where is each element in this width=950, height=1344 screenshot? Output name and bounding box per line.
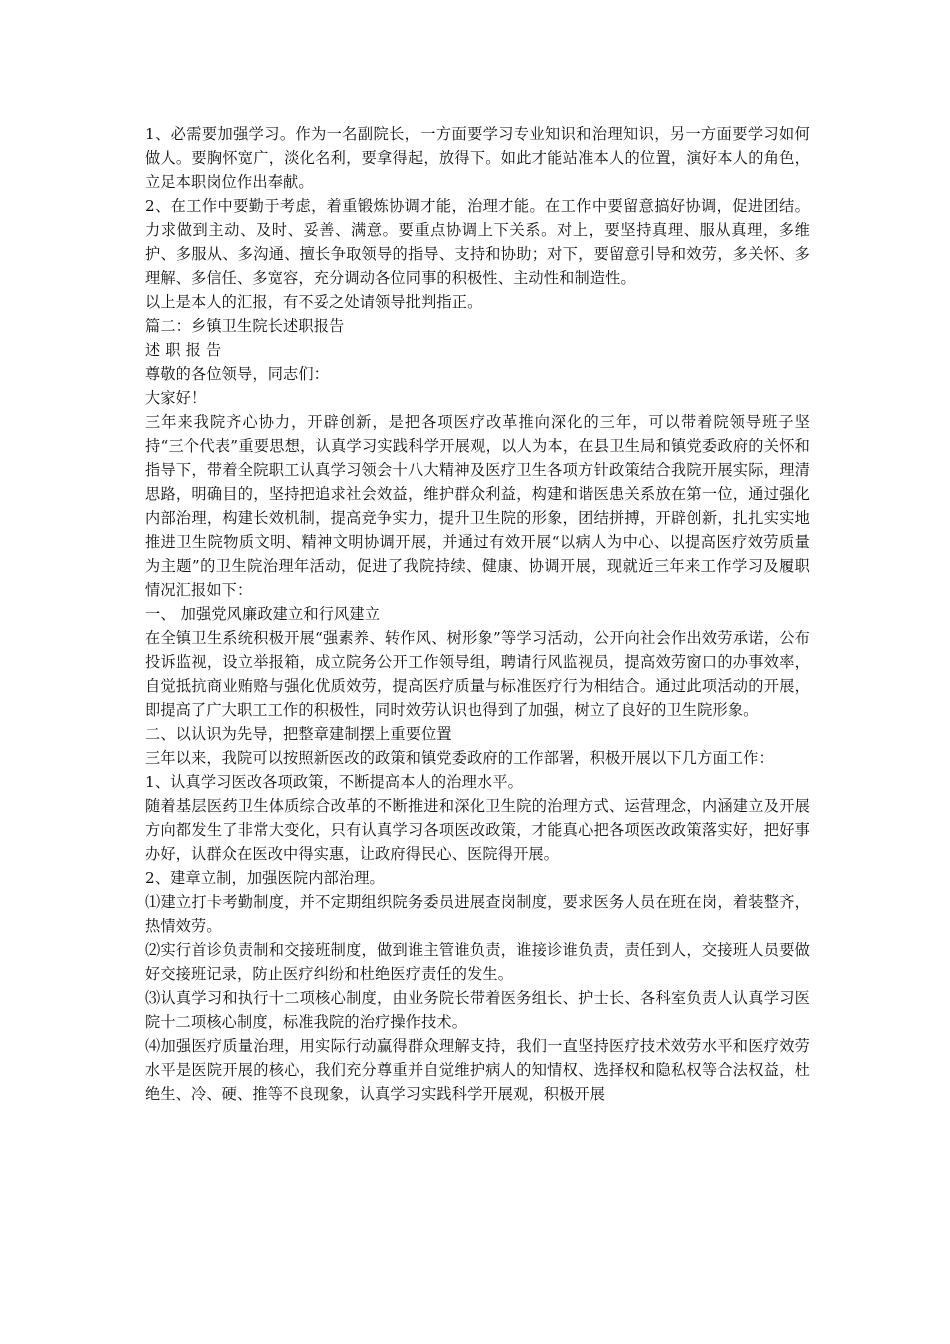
paragraph-overview: 三年来我院齐心协力，开辟创新，是把各项医疗改革推向深化的三年，可以带着院领导班子坚持“三个代表”重要思想，认真学习实践科学开展观，以人为本，在县卫生局和镇党委政府的关怀和指导下，带着全院职工认真学习领会十八大精神及医疗卫生各项方针政策结合我院开展实际，理清思路，明确目的，坚持把追求社会效益，维护群众利益，构建和谐医患关系放在第一位，通过强化内部治理，构建长效机制，提高竞争实力，提升卫生院的形象，团结拼搏，开辟创新，扎扎实实地推进卫生院物质文明、精神文明协调开展，并通过有效开展“以病人为中心、以提高医疗效劳质量为主题”的卫生院治理年活动，促进了我院持续、健康、协调开展，现就近三年来工作学习及履职情况汇报如下： — [145, 413, 810, 599]
item-study-policy: 1、认真学习医改各项政策，不断提高本人的治理水平。 — [145, 773, 523, 791]
paragraph-study: 1、必需要加强学习。作为一名副院长，一方面要学习专业知识和治理知识，另一方面要学习如何做人。要胸怀宽广，淡化名利，要拿得起，放得下。如此才能站准本人的位置，演好本人的角色，立足本职岗位作出奉献。 — [145, 125, 810, 191]
subitem-first-diagnosis: ⑵实行首诊负责制和交接班制度，做到谁主管谁负责，谁接诊谁负责，责任到人，交接班人员要做好交接班记录，防止医疗纠纷和杜绝医疗责任的发生。 — [145, 941, 810, 983]
heading-rules-system: 二、以认识为先导，把整章建制摆上重要位置 — [145, 725, 452, 743]
paragraph-coordination: 2、在工作中要勤于考虑，着重锻炼协调才能，治理才能。在工作中要留意搞好协调，促进团结。力求做到主动、及时、妥善、满意。要重点协调上下关系。对上，要坚持真理、服从真理，多维护、多服从、多沟通、擅长争取领导的指导、支持和协助；对下，要留意引导和效劳，多关怀、多理解、多信任、多宽容，充分调动各位同事的积极性、主动性和制造性。 — [145, 197, 810, 287]
salutation: 尊敬的各位领导，同志们： — [145, 365, 330, 383]
subitem-attendance: ⑴建立打卡考勤制度，并不定期组织院务委员进展查岗制度，要求医务人员在班在岗，着装整齐，热情效劳。 — [145, 893, 810, 935]
section-heading-part-two: 篇二：乡镇卫生院长述职报告 — [145, 317, 345, 335]
paragraph-party-conduct: 在全镇卫生系统积极开展“强素养、转作风、树形象”等学习活动，公开向社会作出效劳承诺，公布投诉监视，设立举报箱，成立院务公开工作领导组，聘请行风监视员，提高效劳窗口的办事效率，自觉抵抗商业贿赂与强化优质效劳，提高医疗质量与标准医疗行为相结合。通过此项活动的开展，即提高了广大职工工作的积极性，同时效劳认识也得到了加强，树立了良好的卫生院形象。 — [145, 629, 810, 719]
report-title: 述 职 报 告 — [145, 341, 222, 359]
paragraph-three-years: 三年以来，我院可以按照新医改的政策和镇党委政府的工作部署，积极开展以下几方面工作： — [145, 749, 774, 767]
greeting: 大家好！ — [145, 389, 207, 407]
heading-party-conduct: 一、 加强党风廉政建立和行风建立 — [145, 605, 381, 623]
item-internal-governance: 2、建章立制，加强医院内部治理。 — [145, 869, 385, 887]
subitem-core-system: ⑶认真学习和执行十二项核心制度，由业务院长带着医务组长、护士长、各科室负责人认真学习医院十二项核心制度，标准我院的治疗操作技术。 — [145, 989, 810, 1031]
subitem-quality-management: ⑷加强医疗质量治理，用实际行动赢得群众理解支持，我们一直坚持医疗技术效劳水平和医疗效劳水平是医院开展的核心，我们充分尊重并自觉维护病人的知情权、选择权和隐私权等合法权益，杜绝生、冷、硬、推等不良现象，认真学习实践科学开展观，积极开展 — [145, 1037, 810, 1103]
paragraph-closing: 以上是本人的汇报，有不妥之处请领导批判指正。 — [145, 293, 483, 311]
document-page — [145, 122, 810, 1106]
paragraph-reform: 随着基层医药卫生体质综合改革的不断推进和深化卫生院的治理方式、运营理念，内涵建立及开展方向都发生了非常大变化，只有认真学习各项医改政策，才能真心把各项医改政策落实好，把好事办好，认群众在医改中得实惠，让政府得民心、医院得开展。 — [145, 797, 810, 863]
